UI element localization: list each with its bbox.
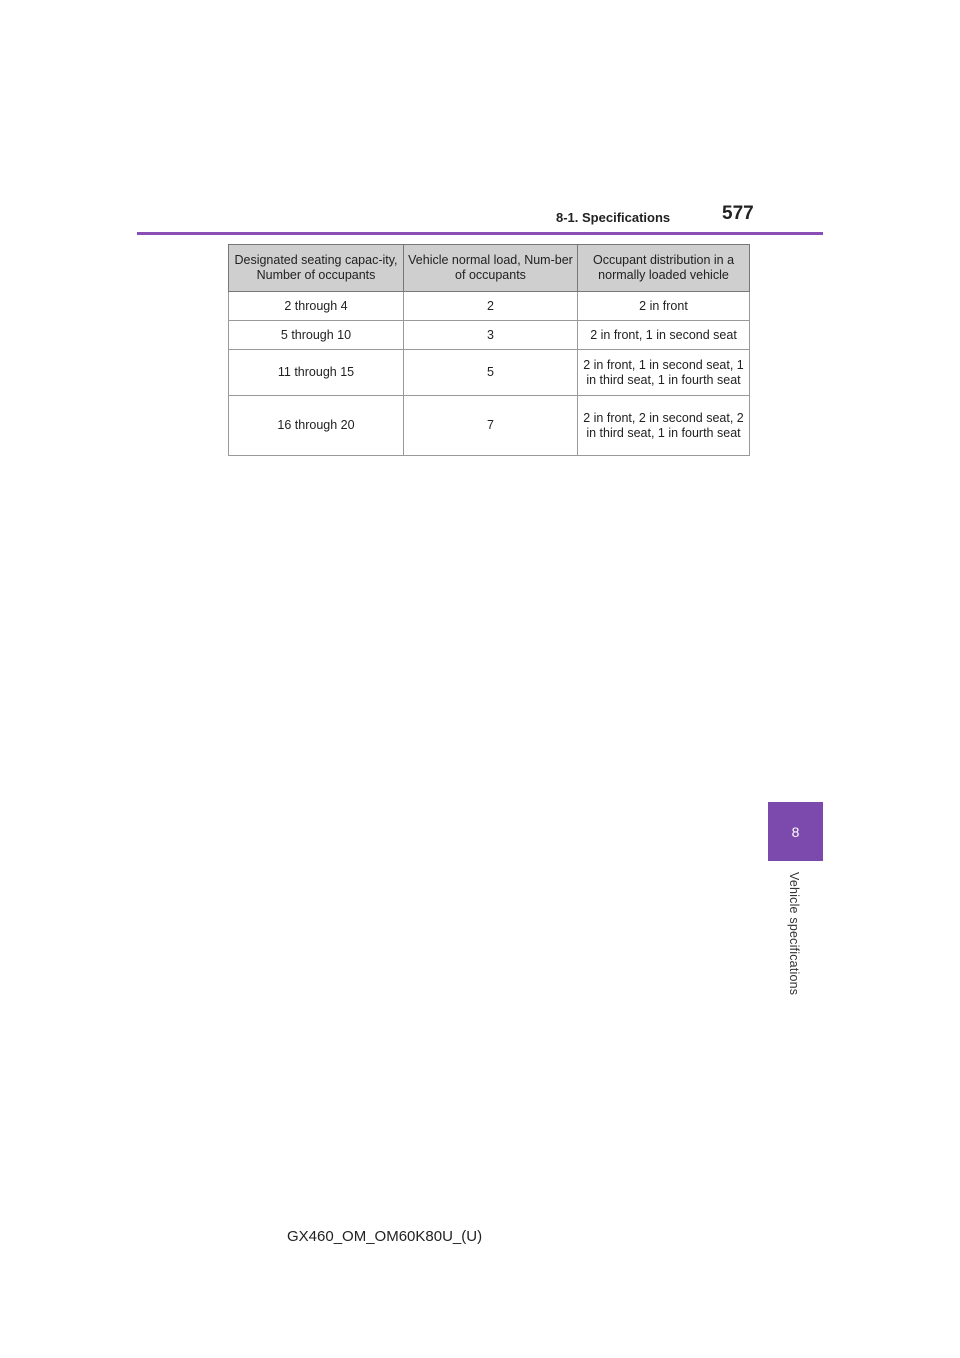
chapter-tab: [768, 802, 823, 861]
column-header: Vehicle normal load, Num-ber of occupants: [404, 245, 578, 292]
table-row: [229, 321, 750, 350]
table-cell: 2: [404, 292, 578, 321]
table-cell: 2 through 4: [229, 292, 404, 321]
column-header: Designated seating capac-ity, Number of occupants: [229, 245, 404, 292]
table-cell: 3: [404, 321, 578, 350]
table-cell: 7: [404, 396, 578, 456]
chapter-number: 8: [791, 823, 800, 840]
table-cell: 11 through 15: [229, 350, 404, 396]
table-cell: 2 in front: [578, 292, 750, 321]
column-header: Occupant distribution in a normally loaded vehicle: [578, 245, 750, 292]
page-number: 577: [722, 203, 754, 224]
table-cell: 5: [404, 350, 578, 396]
seating-load-table: [228, 244, 750, 456]
table-row: [229, 292, 750, 321]
header-divider: [137, 232, 823, 235]
table-row: [229, 350, 750, 396]
table-cell: 2 in front, 1 in second seat, 1 in third seat, 1 in fourth seat: [578, 350, 750, 396]
table-cell: 16 through 20: [229, 396, 404, 456]
document-code: GX460_OM_OM60K80U_(U): [287, 1228, 483, 1245]
table-cell: 5 through 10: [229, 321, 404, 350]
table-cell: 2 in front, 2 in second seat, 2 in third seat, 1 in fourth seat: [578, 396, 750, 456]
table-row: [229, 396, 750, 456]
table-cell: 2 in front, 1 in second seat: [578, 321, 750, 350]
section-title: 8-1. Specifications: [556, 210, 671, 225]
chapter-label: Vehicle specifications: [787, 872, 801, 996]
table-header-row: [229, 245, 750, 292]
